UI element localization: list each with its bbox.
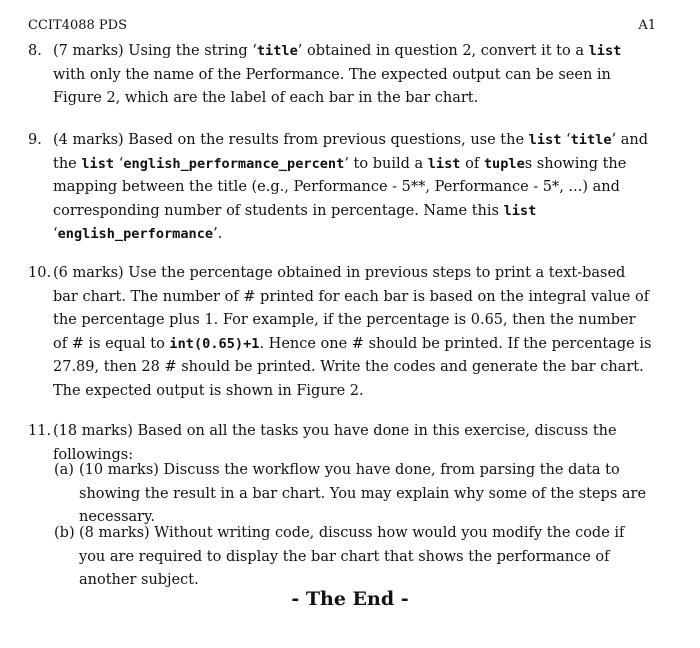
question-text: (4 marks) Based on the results from previous questions, use the list ‘title’ and the list ‘english_performance_percent’ to build a list of tuples showing the mapping between the title (e.g., Performance - 5**, Performance - 5*, ...) and corresponding number of students in percentage. Name this list ‘english_performance’.	[53, 132, 649, 242]
question-number: 8.	[28, 43, 42, 59]
question-number: 9.	[28, 132, 42, 148]
question-10	[28, 262, 654, 403]
question-8	[28, 40, 654, 111]
subquestion-text: (8 marks) Without writing code, discuss how would you modify the code if you are required to display the bar chart that shows the performance of another subject.	[79, 525, 625, 588]
course-code: CCIT4088 PDS	[28, 18, 127, 33]
subquestion-label: (a)	[54, 462, 74, 478]
question-number: 10.	[28, 265, 52, 281]
subquestion-label: (b)	[54, 525, 75, 541]
question-text: (6 marks) Use the percentage obtained in previous steps to print a text-based bar chart. The number of # printed for each bar is based on the integral value of the percentage plus 1. For example, if the percentage is 0.65, then the number of # is equal to int(0.65)+1. Hence one # should be printed. If the percentage is 27.89, then 28 # should be printed. Write the codes and generate the bar chart. The expected output is shown in Figure 2.	[53, 265, 652, 399]
page-header	[28, 14, 656, 34]
question-11b	[54, 522, 654, 593]
question-text: (18 marks) Based on all the tasks you have done in this exercise, discuss the followings:	[53, 423, 617, 463]
page-number: A1	[638, 18, 656, 33]
question-9	[28, 129, 654, 247]
question-11a	[54, 459, 654, 530]
question-number: 11.	[28, 423, 52, 439]
subquestion-text: (10 marks) Discuss the workflow you have done, from parsing the data to showing the result in a bar chart. You may explain why some of the steps are necessary.	[79, 462, 647, 525]
question-text: (7 marks) Using the string ‘title’ obtained in question 2, convert it to a list with only the name of the Performance. The expected output can be seen in Figure 2, which are the label of each bar in the bar chart.	[53, 43, 622, 106]
end-marker: - The End -	[291, 588, 409, 610]
